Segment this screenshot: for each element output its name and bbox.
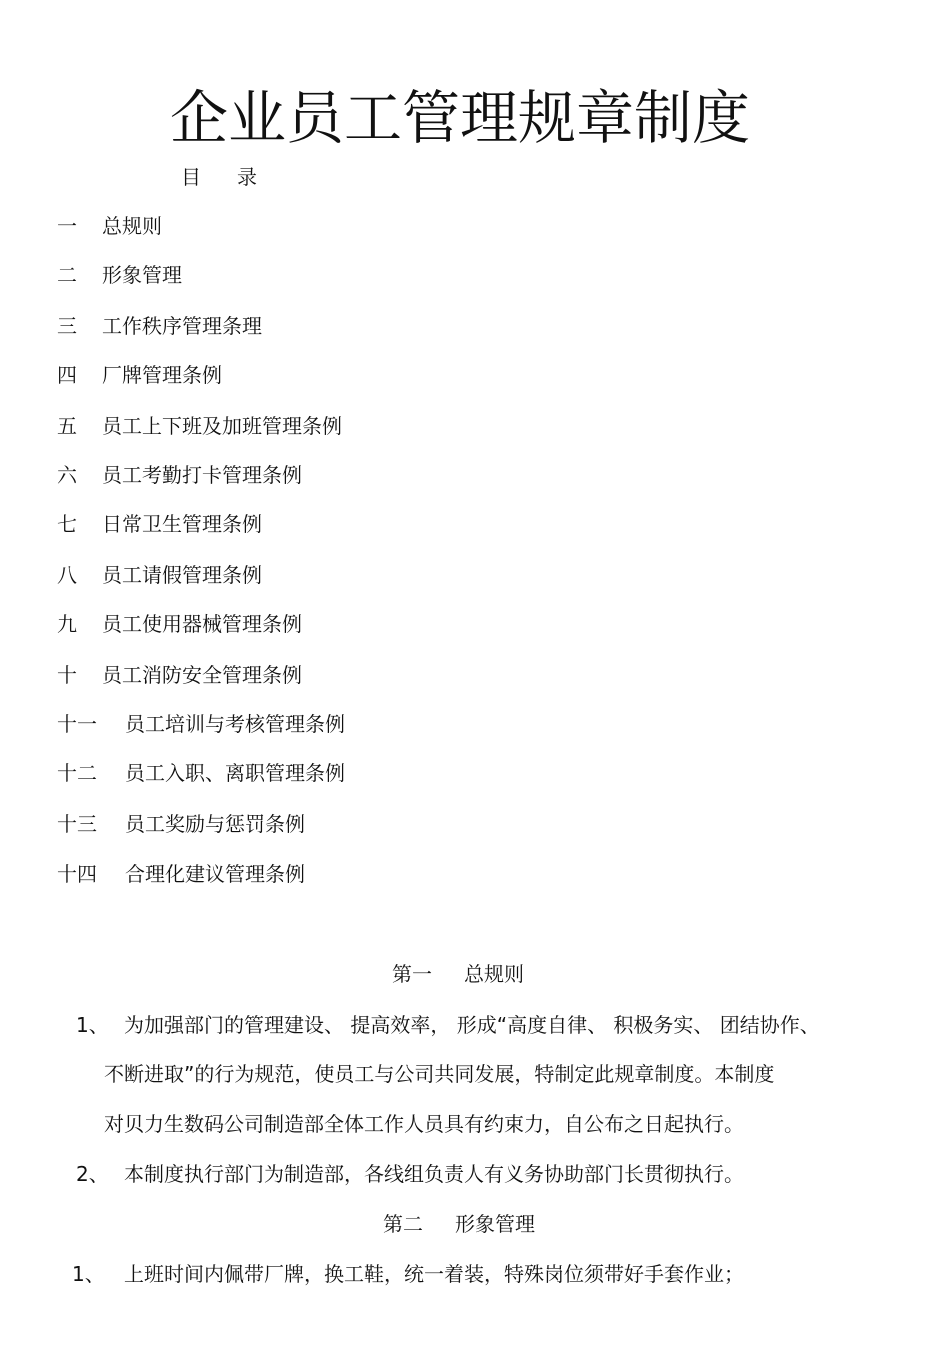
toc-item-number: 十 <box>57 663 77 687</box>
toc-item-number: 四 <box>57 363 77 387</box>
toc-item-number: 九 <box>57 612 77 636</box>
section-title: 总规则 <box>464 962 524 986</box>
toc-item-label: 厂牌管理条例 <box>102 363 222 387</box>
paragraph-line <box>76 1011 820 1039</box>
item-number: 1、 <box>76 1013 109 1037</box>
toc-item <box>57 261 182 289</box>
toc-item-label: 员工考勤打卡管理条例 <box>102 463 302 487</box>
toc-item <box>57 710 345 738</box>
toc-item-number: 一 <box>57 214 77 238</box>
toc-item-number: 八 <box>57 563 77 587</box>
toc-item-label: 合理化建议管理条例 <box>125 862 305 886</box>
toc-item-number: 五 <box>57 414 77 438</box>
toc-item <box>57 860 305 888</box>
toc-item <box>57 212 162 240</box>
toc-item <box>57 312 262 340</box>
toc-item <box>57 461 302 489</box>
item-text: 为加强部门的管理建设、 提高效率， 形成“高度自律、 积极务实、 团结协作、 <box>124 1013 820 1037</box>
toc-item <box>57 361 222 389</box>
toc-item-label: 日常卫生管理条例 <box>102 512 262 536</box>
toc-item-number: 六 <box>57 463 77 487</box>
toc-item-number: 十四 <box>57 862 97 886</box>
paragraph-line: 对贝力生数码公司制造部全体工作人员具有约束力，自公布之日起执行。 <box>104 1112 744 1136</box>
section-heading-1 <box>392 960 524 988</box>
paragraph-line: 不断进取”的行为规范，使员工与公司共同发展，特制定此规章制度。本制度 <box>104 1062 775 1086</box>
toc-item <box>57 810 305 838</box>
toc-item <box>57 661 302 689</box>
toc-item-label: 工作秩序管理条理 <box>102 314 262 338</box>
document-title: 企业员工管理规章制度 <box>170 84 751 152</box>
toc-item <box>57 561 262 589</box>
toc-item-number: 十二 <box>57 761 97 785</box>
item-text: 上班时间内佩带厂牌，换工鞋，统一着装，特殊岗位须带好手套作业； <box>124 1262 744 1286</box>
toc-item <box>57 759 345 787</box>
section-heading-2 <box>383 1210 535 1238</box>
item-text: 本制度执行部门为制造部，各线组负责人有义务协助部门长贯彻执行。 <box>124 1162 744 1186</box>
section-title: 形象管理 <box>455 1212 535 1236</box>
toc-item-number: 二 <box>57 263 77 287</box>
toc-item <box>57 510 262 538</box>
toc-item-label: 总规则 <box>102 214 162 238</box>
toc-item <box>57 610 302 638</box>
toc-item-label: 员工入职、离职管理条例 <box>125 761 345 785</box>
toc-heading-part1: 目 <box>181 165 201 189</box>
toc-item-number: 十三 <box>57 812 97 836</box>
toc-item-label: 员工使用器械管理条例 <box>102 612 302 636</box>
section-number: 第二 <box>383 1212 423 1236</box>
toc-item-label: 形象管理 <box>102 263 182 287</box>
paragraph-line <box>76 1160 744 1188</box>
toc-item-label: 员工培训与考核管理条例 <box>125 712 345 736</box>
toc-item-number: 三 <box>57 314 77 338</box>
toc-item-label: 员工消防安全管理条例 <box>102 663 302 687</box>
toc-item-number: 七 <box>57 512 77 536</box>
toc-heading <box>181 163 257 191</box>
item-number: 1、 <box>72 1262 105 1286</box>
paragraph-line <box>72 1260 744 1288</box>
toc-item-label: 员工奖励与惩罚条例 <box>125 812 305 836</box>
toc-item-label: 员工上下班及加班管理条例 <box>102 414 342 438</box>
toc-item-label: 员工请假管理条例 <box>102 563 262 587</box>
item-number: 2、 <box>76 1162 109 1186</box>
section-number: 第一 <box>392 962 432 986</box>
toc-item <box>57 412 342 440</box>
toc-item-number: 十一 <box>57 712 97 736</box>
toc-heading-part2: 录 <box>237 165 257 189</box>
